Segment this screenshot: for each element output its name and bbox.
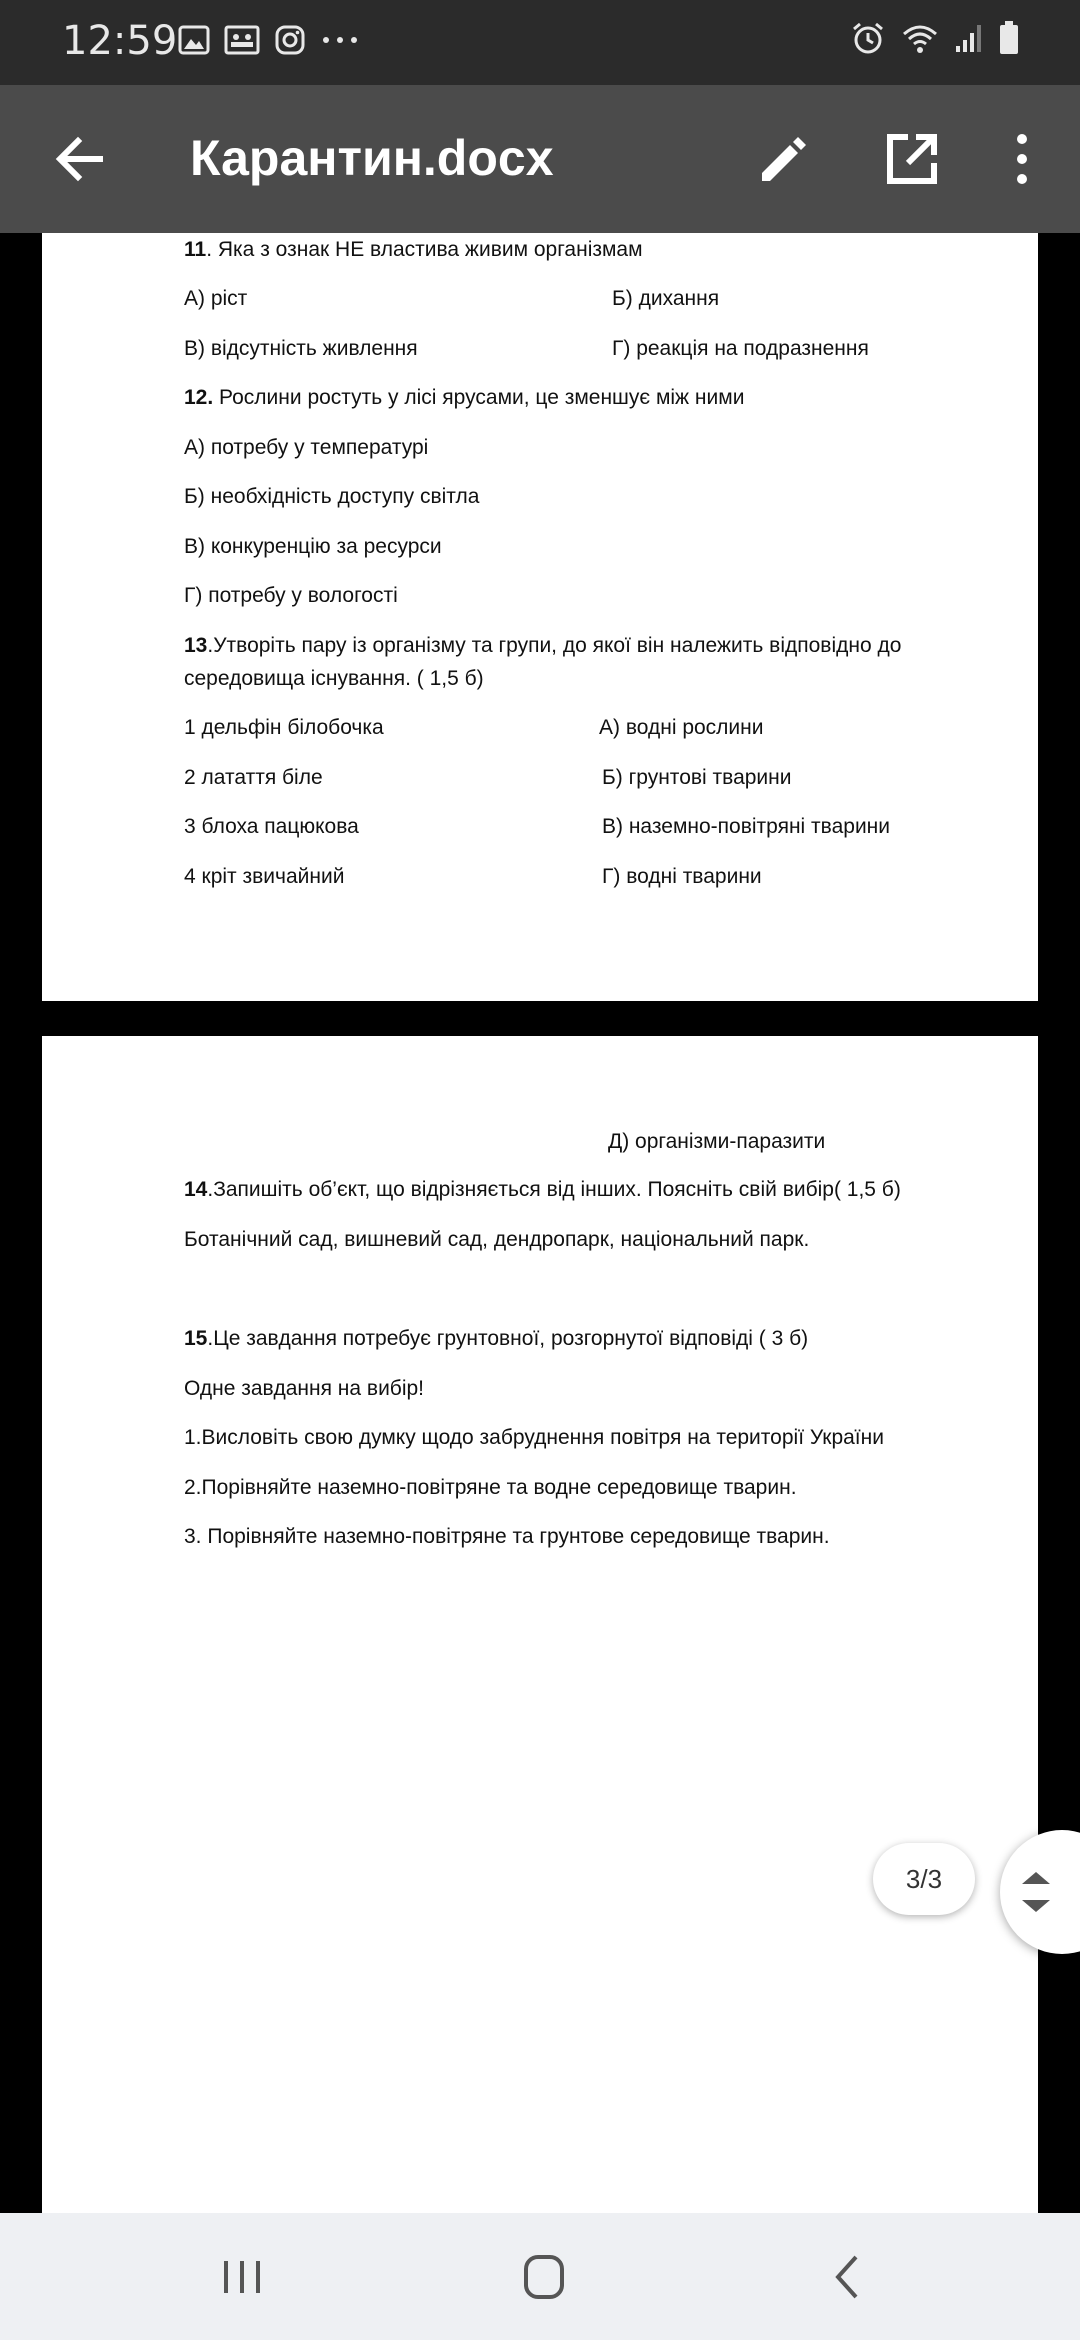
- page-indicator: 3/3: [873, 1843, 975, 1915]
- app-bar: [0, 85, 1080, 233]
- alarm-icon: [850, 20, 886, 56]
- back-nav-icon[interactable]: [818, 2249, 878, 2305]
- q13-organism-1: 1 дельфін білобочка: [184, 716, 384, 739]
- recents-icon[interactable]: [212, 2249, 272, 2305]
- status-time: 12:59: [62, 18, 178, 64]
- system-nav-bar: [0, 2213, 1080, 2340]
- q12-option-d: Г) потребу у вологості: [184, 584, 398, 607]
- home-icon[interactable]: [514, 2249, 574, 2305]
- document-title: Карантин.docx: [190, 130, 554, 186]
- signal-icon: [954, 22, 984, 54]
- classroom-icon: [224, 24, 260, 56]
- scroll-arrows-icon: [1016, 1862, 1056, 1922]
- q15-task-2: 2.Порівняйте наземно-повітряне та водне середовище тварин.: [184, 1476, 797, 1499]
- document-page-3: [42, 1036, 1038, 2213]
- question-12: 12. Рослини ростуть у лісі ярусами, це зменшує між ними: [184, 386, 745, 409]
- edit-icon[interactable]: [752, 127, 816, 191]
- more-vert-icon[interactable]: [1000, 127, 1044, 191]
- more-dots-icon: [320, 34, 360, 46]
- document-page-2: [42, 233, 1038, 1001]
- q15-task-3: 3. Порівняйте наземно-повітряне та грунтове середовище тварин.: [184, 1525, 830, 1548]
- q13-organism-4: 4 кріт звичайний: [184, 865, 345, 888]
- wifi-icon: [900, 20, 940, 56]
- q11-option-c: В) відсутність живлення: [184, 337, 418, 360]
- q15-task-1: 1.Висловіть свою думку щодо забруднення повітря на території України: [184, 1426, 884, 1449]
- status-bar: [0, 0, 1080, 85]
- q12-option-c: В) конкуренцію за ресурси: [184, 535, 442, 558]
- q13-organism-3: 3 блоха пацюкова: [184, 815, 359, 838]
- back-arrow-icon[interactable]: [48, 127, 112, 191]
- q11-option-a: А) ріст: [184, 287, 248, 310]
- q13-group-a: А) водні рослини: [599, 716, 764, 739]
- status-right-icons: [850, 20, 1020, 56]
- question-13: 13.Утворіть пару із організму та групи, до якої він належить відповідно до: [184, 634, 902, 657]
- q13-organism-2: 2 латаття біле: [184, 766, 323, 789]
- q11-option-b: Б) дихання: [612, 287, 720, 310]
- q11-option-d: Г) реакція на подразнення: [612, 337, 869, 360]
- question-14: 14.Запишіть об’єкт, що відрізняється від інших. Поясніть свій вибір( 1,5 б): [184, 1178, 901, 1201]
- battery-icon: [998, 20, 1020, 56]
- status-left-icons: [178, 24, 360, 56]
- q13-group-c: В) наземно-повітряні тварини: [602, 815, 891, 838]
- q15-choice-note: Одне завдання на вибір!: [184, 1377, 425, 1400]
- q13-group-b: Б) грунтові тварини: [602, 766, 792, 789]
- document-viewer[interactable]: [0, 233, 1080, 2213]
- question-15: 15.Це завдання потребує грунтовної, розгорнутої відповіді ( 3 б): [184, 1327, 809, 1350]
- q12-option-a: А) потребу у температурі: [184, 436, 429, 459]
- q12-option-b: Б) необхідність доступу світла: [184, 485, 480, 508]
- question-11: 11. Яка з ознак НЕ властива живим організмам: [184, 238, 643, 261]
- gallery-icon: [178, 24, 210, 56]
- question-13-line2: середовища існування. ( 1,5 б): [184, 667, 484, 690]
- q13-group-e: Д) організми-паразити: [608, 1130, 826, 1153]
- q14-objects-list: Ботанічний сад, вишневий сад, дендропарк, національний парк.: [184, 1228, 810, 1251]
- q13-group-d: Г) водні тварини: [602, 865, 762, 888]
- instagram-icon: [274, 24, 306, 56]
- open-in-new-icon[interactable]: [880, 127, 944, 191]
